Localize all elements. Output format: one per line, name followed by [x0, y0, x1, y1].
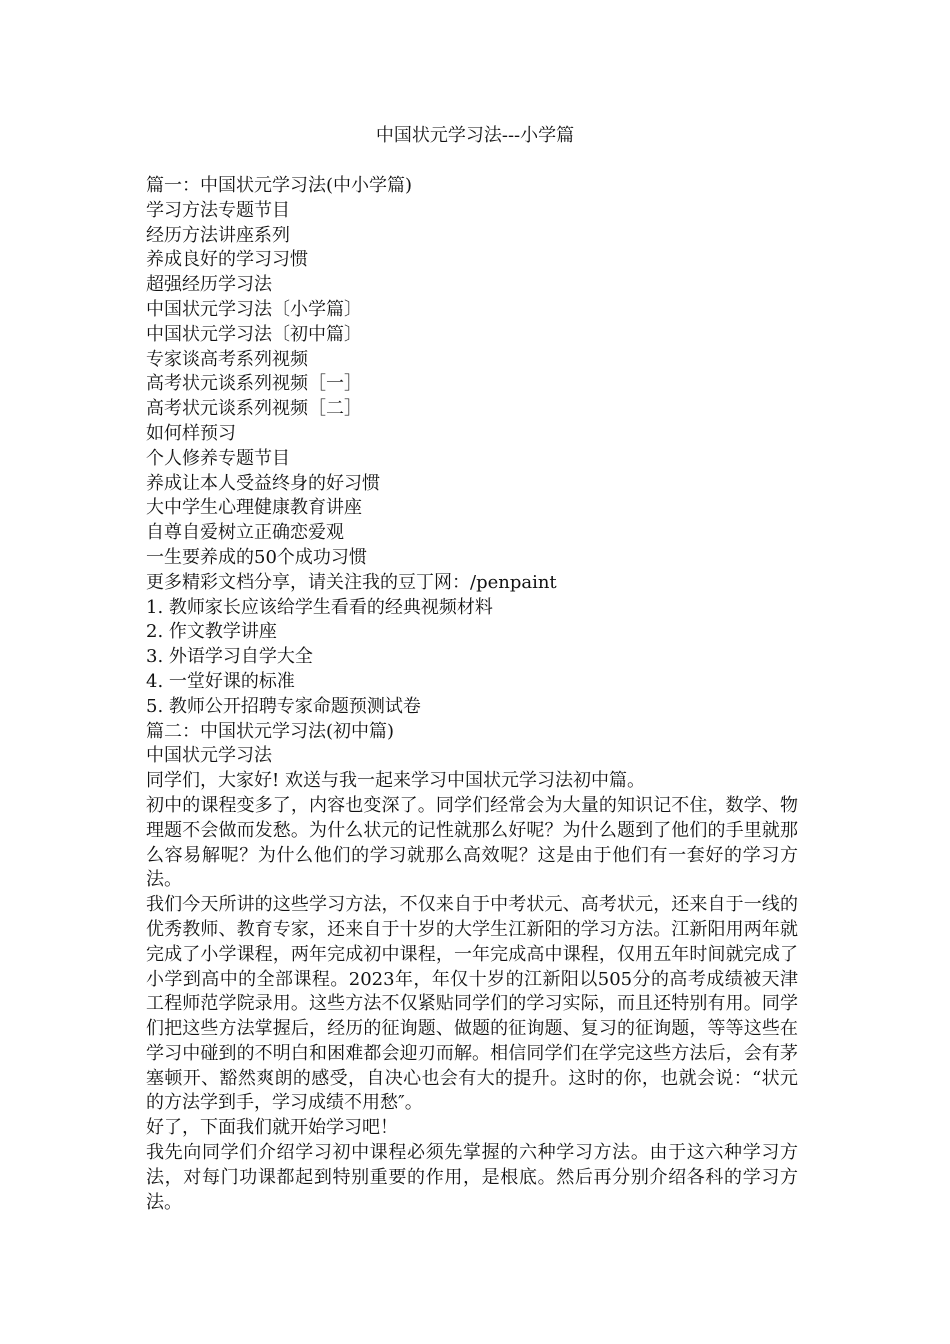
- text-line: 个人修养专题节目: [146, 447, 290, 469]
- text-line: 学习方法专题节目: [146, 199, 290, 221]
- document-title: 中国状元学习法---小学篇: [375, 125, 575, 146]
- text-line: 高考状元谈系列视频［一］: [146, 373, 362, 395]
- section-heading: 篇二：中国状元学习法(初中篇): [146, 720, 395, 742]
- text-line: 养成良好的学习习惯: [146, 249, 308, 271]
- list-item: 1. 教师家长应该给学生看看的经典视频材料: [146, 596, 493, 618]
- text-line: 中国状元学习法: [146, 745, 272, 767]
- paragraph: 我们今天所讲的这些学习方法，不仅来自于中考状元、高考状元，还来自于一线的优秀教师、教育专家，还来自于十岁的大学生江新阳的学习方法。江新阳用两年就完成了小学课程，两年完成初中课程，一年完成高中课程，仅用五年时间就完成了小学到高中的全部课程。2023年，年仅十岁的江新阳以505分的高考成绩被天津工程师范学院录用。这些方法不仅紧贴同学们的学习实际，而且还特别有用。同学们把这些方法掌握后，经历的征询题、做题的征询题、复习的征询题，等等这些在学习中碰到的不明白和困难都会迎刃而解。相信同学们在学完这些方法后，会有茅塞顿开、豁然爽朗的感受，自决心也会有大的提升。这时的你，也就会说：“状元的方法学到手，学习成绩不用愁″。: [146, 894, 798, 1114]
- text-line: 养成让本人受益终身的好习惯: [146, 472, 380, 494]
- list-item: 4. 一堂好课的标准: [146, 670, 295, 692]
- paragraph: 好了，下面我们就开始学习吧！: [146, 1117, 398, 1139]
- text-line: 篇一：中国状元学习法(中小学篇): [146, 175, 413, 196]
- text-line: 大中学生心理健康教育讲座: [146, 497, 362, 519]
- text-line: 超强经历学习法: [146, 274, 272, 296]
- text-line: 高考状元谈系列视频［二］: [146, 398, 362, 420]
- text-line: 一生要养成的50个成功习惯: [146, 546, 367, 568]
- paragraph: 初中的课程变多了，内容也变深了。同学们经常会为大量的知识记不住，数学、物理题不会做而发愁。为什么状元的记性就那么好呢？为什么题到了他们的手里就那么容易解呢？为什么他们的学习就那么高效呢？这是由于他们有一套好的学习方法。: [146, 794, 798, 891]
- document-body: [146, 174, 798, 1215]
- text-line: 更多精彩文档分享，请关注我的豆丁网：/penpaint: [146, 571, 557, 593]
- list-item: 3. 外语学习自学大全: [146, 646, 313, 668]
- text-line: 经历方法讲座系列: [146, 224, 290, 246]
- list-item: 5. 教师公开招聘专家命题预测试卷: [146, 695, 421, 717]
- text-line: 中国状元学习法〔小学篇〕: [146, 298, 362, 320]
- text-line: 专家谈高考系列视频: [146, 348, 308, 370]
- text-line: 中国状元学习法〔初中篇〕: [146, 323, 362, 345]
- list-item: 2. 作文教学讲座: [146, 621, 277, 643]
- text-line: 如何样预习: [146, 422, 236, 444]
- text-line: 自尊自爱树立正确恋爱观: [146, 522, 344, 544]
- text-line: 同学们，大家好! 欢送与我一起来学习中国状元学习法初中篇。: [146, 770, 645, 792]
- paragraph: 我先向同学们介绍学习初中课程必须先掌握的六种学习方法。由于这六种学习方法，对每门功课都起到特别重要的作用，是根底。然后再分别介绍各科的学习方法。: [146, 1142, 798, 1213]
